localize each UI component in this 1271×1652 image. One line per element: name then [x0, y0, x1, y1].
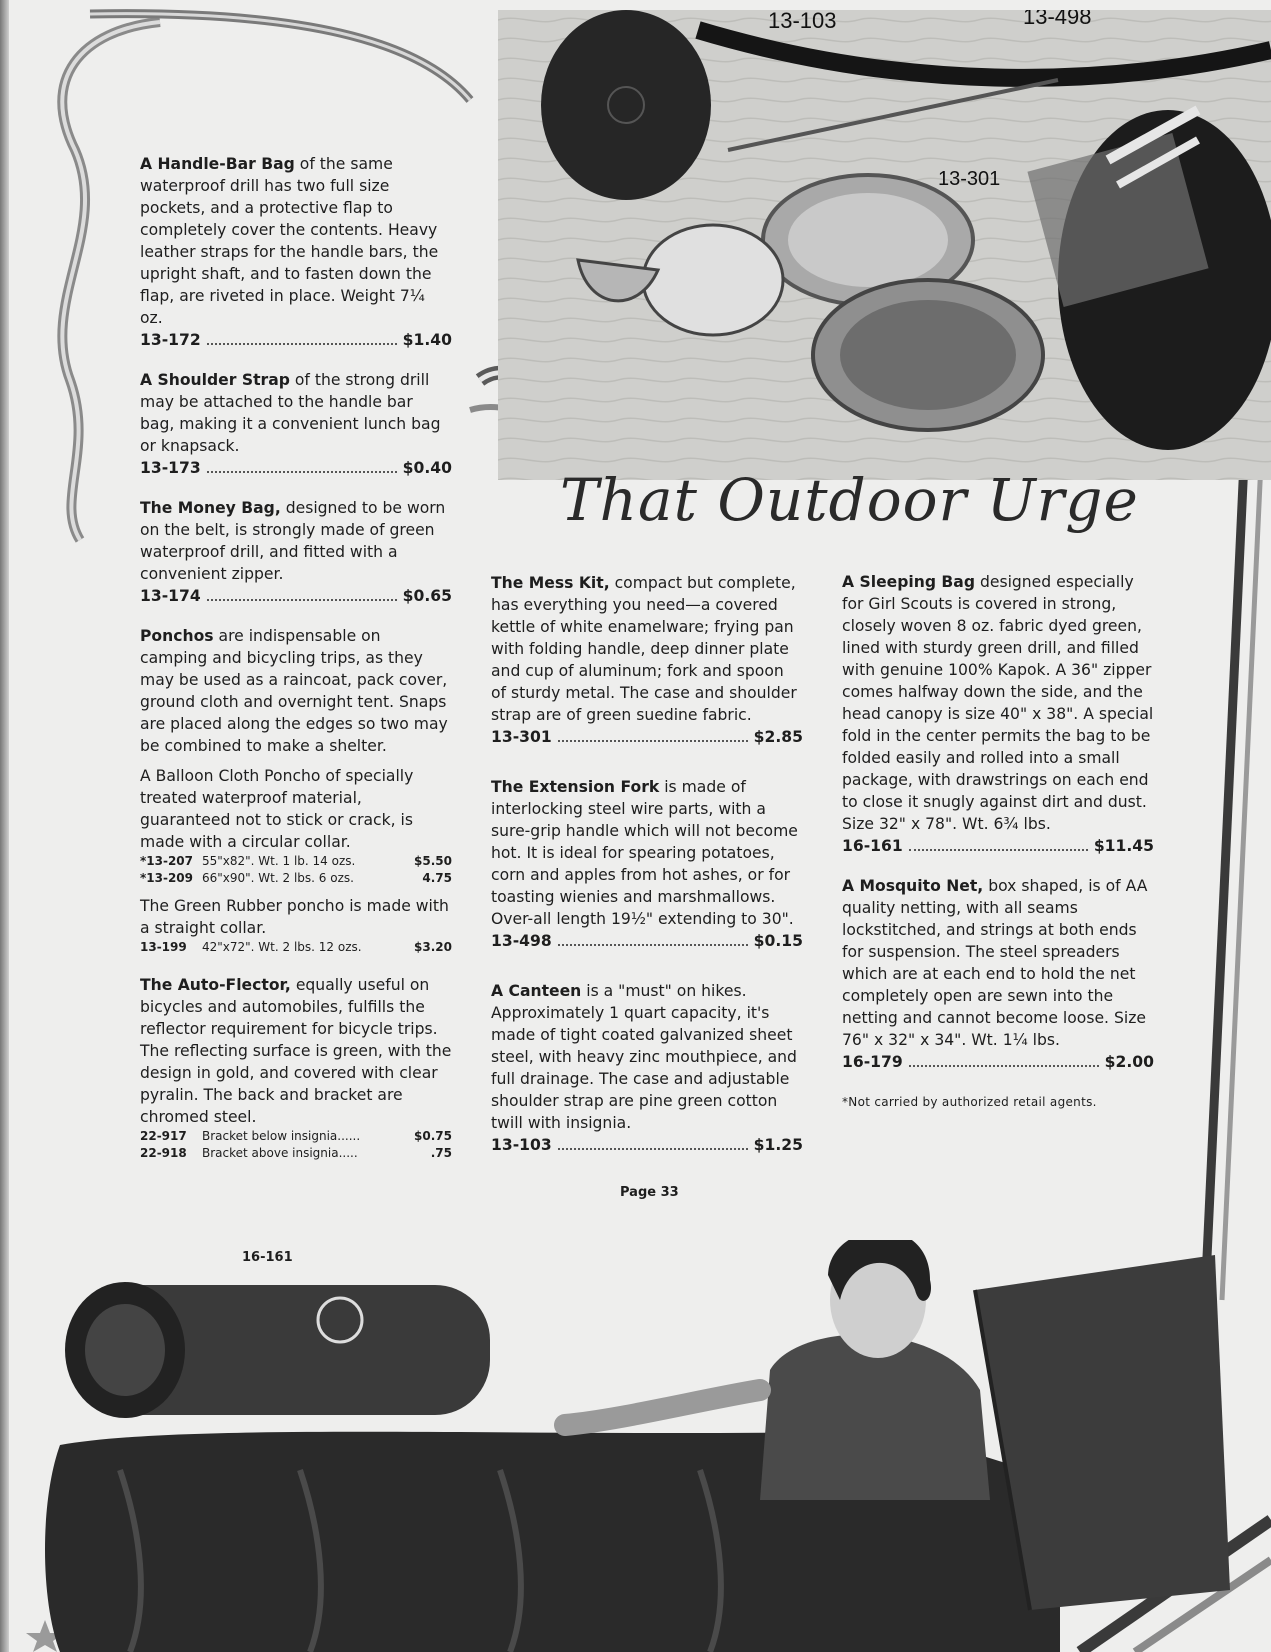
sleeping-bag-photo-label: 16-161: [242, 1250, 293, 1265]
item-description: A Balloon Cloth Poncho of specially treated waterproof material, guaranteed not to stick or crack, is made with a circular collar.: [140, 767, 414, 851]
item-description: equally useful on bicycles and automobiles, fulfills the reflector requirement for bicycle trips. The reflecting surface is green, with the design in gold, and covered with clear pyralin. The back and bracket are chromed steel.: [140, 976, 452, 1126]
item-title: Ponchos: [140, 627, 214, 645]
item-price: 4.75: [422, 871, 452, 885]
item-code: 22-918: [140, 1146, 187, 1160]
item-title: A Canteen: [491, 982, 582, 1000]
extension-fork-item: [491, 776, 803, 952]
item-code: *13-207: [140, 854, 194, 868]
shoulder-strap-item: [140, 369, 452, 479]
handlebar-bag-item: [140, 153, 452, 351]
item-spec: Bracket above insignia.....: [202, 1146, 358, 1160]
item-title: A Handle-Bar Bag: [140, 155, 295, 173]
item-code: 22-917: [140, 1129, 187, 1143]
item-price: .75: [430, 1146, 452, 1160]
price-row: [140, 1128, 452, 1145]
sleeping-bag-photo: [0, 1240, 1271, 1652]
item-spec: 55"x82". Wt. 1 lb. 14 ozs.: [202, 854, 356, 868]
fork-photo-label: 13-498: [1023, 10, 1092, 29]
item-description: of the strong drill may be attached to the handle bar bag, making it a convenient lunch bag or knapsack.: [140, 371, 441, 455]
item-price: $0.40: [402, 459, 452, 477]
item-description: The Green Rubber poncho is made with a straight collar.: [140, 897, 449, 937]
item-spec: Bracket below insignia......: [202, 1129, 361, 1143]
item-price: $2.85: [753, 728, 803, 746]
balloon-poncho-item: [140, 765, 452, 887]
item-description: box shaped, is of AA quality netting, with all seams lockstitched, and strings at both ends for suspension. The steel spreaders which are at each end to hold the net completely open are sewn into the netting and cannot become loose. Size 76" x 32" x 34". Wt. 1¼ lbs.: [842, 877, 1148, 1049]
item-spec: 42"x72". Wt. 2 lbs. 12 ozs.: [202, 940, 362, 954]
mess-kit-photo-label: 13-301: [938, 168, 1001, 190]
item-title: The Money Bag,: [140, 499, 281, 517]
item-code: 16-179: [842, 1053, 903, 1071]
price-row: [140, 853, 452, 870]
item-price: $1.25: [753, 1136, 803, 1154]
item-code: 13-498: [491, 932, 552, 950]
item-description: compact but complete, has everything you need—a covered kettle of white enamelware; frying pan with folding handle, deep dinner plate and cup of aluminum; fork and spoon of sturdy metal. The case and shoulder strap are of green suedine fabric.: [491, 574, 797, 724]
item-code: 13-103: [491, 1136, 552, 1154]
auto-flector-item: [140, 974, 452, 1162]
item-code: 13-301: [491, 728, 552, 746]
canteen-item: [491, 980, 803, 1156]
rubber-poncho-item: [140, 895, 452, 956]
kettle-image: [643, 225, 783, 335]
item-price: $5.50: [414, 854, 452, 868]
footnote: *Not carried by authorized retail agents.: [842, 1095, 1097, 1109]
item-title: A Mosquito Net,: [842, 877, 984, 895]
item-code: 13-172: [140, 331, 201, 349]
item-code: 13-173: [140, 459, 201, 477]
item-title: The Extension Fork: [491, 778, 660, 796]
item-title: The Mess Kit,: [491, 574, 610, 592]
price-row: [140, 1145, 452, 1162]
item-price: $11.45: [1093, 837, 1154, 855]
item-title: A Shoulder Strap: [140, 371, 290, 389]
ponchos-item: [140, 625, 452, 757]
page-headline: That Outdoor Urge: [560, 466, 1139, 534]
item-code: 13-174: [140, 587, 201, 605]
column-right: [842, 571, 1154, 1113]
price-row: [140, 939, 452, 956]
page-number: Page 33: [620, 1185, 679, 1200]
item-description: are indispensable on camping and bicycling trips, as they may be used as a raincoat, pack cover, ground cloth and overnight tent. Snaps are placed along the edges so two may be combined to make a shelter.: [140, 627, 448, 755]
item-price: $0.75: [414, 1129, 452, 1143]
item-title: The Auto-Flector,: [140, 976, 291, 994]
item-description: is a "must" on hikes. Approximately 1 quart capacity, it's made of tight coated galvanized sheet steel, with heavy zinc mouthpiece, and full drainage. The case and adjustable shoulder strap are pine green cotton twill with insignia.: [491, 982, 797, 1132]
item-price: $2.00: [1104, 1053, 1154, 1071]
item-description: is made of interlocking steel wire parts, with a sure-grip handle which will not become hot. It is ideal for spearing potatoes, corn and apples from hot ashes, or for toasting wienies and marshmallows. Over-all length 19½" extending to 30".: [491, 778, 798, 928]
canteen-image: [541, 10, 711, 200]
item-description: designed especially for Girl Scouts is covered in strong, closely woven 8 oz. fabric dyed green, lined with sturdy green drill, and filled with genuine 100% Kapok. A 36" zipper comes halfway down the side, and the head canopy is size 40" x 38". A special fold in the center permits the bag to be folded easily and rolled into a small package, with drawstrings on each end to close it snugly against dirt and dust. Size 32" x 78". Wt. 6¾ lbs.: [842, 573, 1154, 833]
rolled-sleeping-bag-image: [65, 1282, 490, 1418]
canteen-photo-label: 13-103: [768, 10, 837, 33]
mosquito-net-item: [842, 875, 1154, 1073]
item-price: $3.20: [414, 940, 452, 954]
mess-kit-item: [491, 572, 803, 748]
column-left: [140, 153, 452, 1180]
money-bag-item: [140, 497, 452, 607]
item-description: of the same waterproof drill has two full size pockets, and a protective flap to completely cover the contents. Heavy leather straps for the handle bars, the upright shaft, and to fasten down the flap, are riveted in place. Weight 7¼ oz.: [140, 155, 439, 327]
mess-kit-photo: [498, 10, 1271, 480]
item-description: designed to be worn on the belt, is strongly made of green waterproof drill, and fitted with a convenient zipper.: [140, 499, 446, 583]
price-row: [140, 870, 452, 887]
item-code: *13-209: [140, 871, 194, 885]
item-price: $0.65: [402, 587, 452, 605]
item-title: A Sleeping Bag: [842, 573, 975, 591]
sleeping-bag-item: [842, 571, 1154, 857]
item-spec: 66"x90". Wt. 2 lbs. 6 ozs.: [202, 871, 354, 885]
item-code: 16-161: [842, 837, 903, 855]
item-price: $0.15: [753, 932, 803, 950]
item-price: $1.40: [402, 331, 452, 349]
item-code: 13-199: [140, 940, 187, 954]
column-middle: [491, 572, 803, 1174]
